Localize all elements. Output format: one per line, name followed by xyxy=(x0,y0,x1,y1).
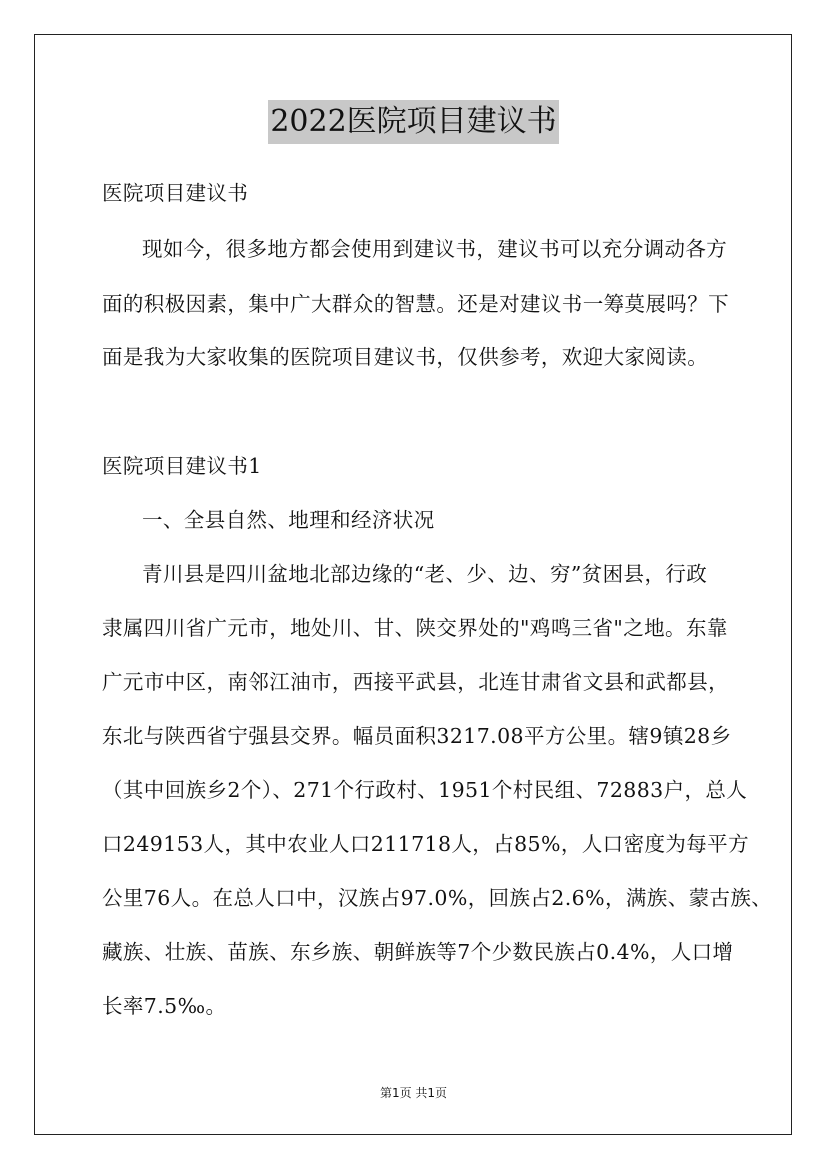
intro-line-2: 面的积极因素，集中广大群众的智慧。还是对建议书一筹莫展吗？下 xyxy=(102,292,729,316)
section-heading: 医院项目建议书1 xyxy=(102,454,262,478)
page-footer: 第1页 共1页 xyxy=(379,1086,448,1100)
body-line-9: 长率7.5‰。 xyxy=(102,994,227,1018)
title-container xyxy=(0,100,827,144)
body-line-1: 青川县是四川盆地北部边缘的“老、少、边、穷”贫困县，行政 xyxy=(142,562,708,586)
intro-line-3: 面是我为大家收集的医院项目建议书，仅供参考，欢迎大家阅读。 xyxy=(102,345,709,369)
body-line-6: 口249153人，其中农业人口211718人，占85%，人口密度为每平方 xyxy=(102,832,749,856)
subsection-heading: 一、全县自然、地理和经济状况 xyxy=(142,508,435,532)
intro-line-1: 现如今，很多地方都会使用到建议书，建议书可以充分调动各方 xyxy=(142,237,728,261)
body-line-8: 藏族、壮族、苗族、东乡族、朝鲜族等7个少数民族占0.4%，人口增 xyxy=(102,940,734,964)
document-subtitle: 医院项目建议书 xyxy=(102,181,249,205)
body-line-2: 隶属四川省广元市，地处川、甘、陕交界处的"鸡鸣三省"之地。东靠 xyxy=(102,616,728,640)
body-line-7: 公里76人。在总人口中，汉族占97.0%，回族占2.6%，满族、蒙古族、 xyxy=(102,886,773,910)
body-line-5: （其中回族乡2个）、271个行政村、1951个村民组、72883户，总人 xyxy=(102,778,748,802)
document-title: 2022医院项目建议书 xyxy=(268,100,558,144)
body-line-3: 广元市中区，南邻江油市，西接平武县，北连甘肃省文县和武都县， xyxy=(102,670,729,694)
body-line-4: 东北与陕西省宁强县交界。幅员面积3217.08平方公里。辖9镇28乡 xyxy=(102,724,732,748)
